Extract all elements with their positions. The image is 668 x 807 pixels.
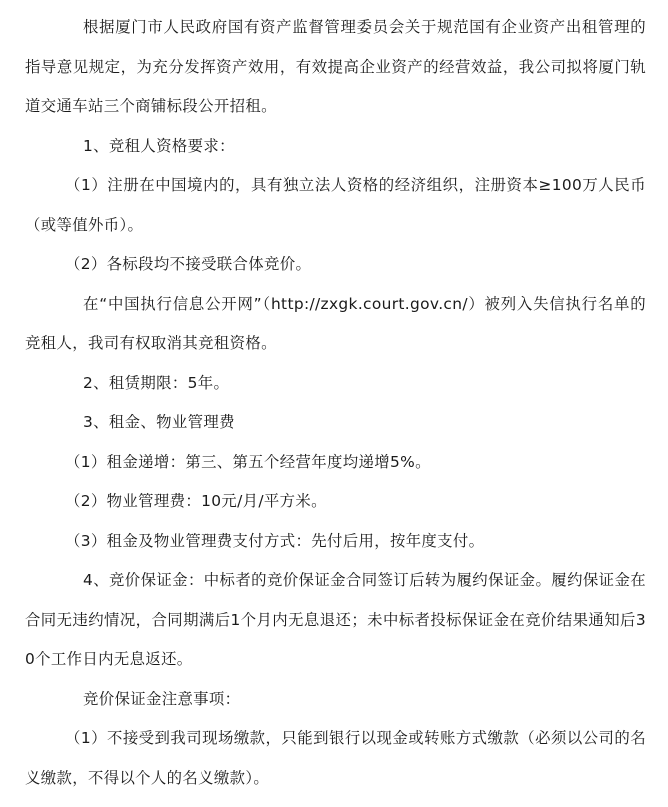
deposit-note-1: （1）不接受到我司现场缴款，只能到银行以现金或转账方式缴款（必须以公司的名义缴款，不得以个人的名义缴款）。 bbox=[25, 729, 646, 787]
section-3-item-1: （1）租金递增：第三、第五个经营年度均递增5%。 bbox=[65, 452, 431, 471]
section-1-item-1: （1）注册在中国境内的，具有独立法人资格的经济组织，注册资本≥100万人民币（或等值外币）。 bbox=[25, 176, 646, 234]
section-1-note: 在“中国执行信息公开网”（http://zxgk.court.gov.cn/）被列入失信执行名单的竞租人，我司有权取消其竞租资格。 bbox=[25, 294, 646, 352]
section-1-item-2: （2）各标段均不接受联合体竞价。 bbox=[65, 255, 312, 273]
intro-paragraph: 根据厦门市人民政府国有资产监督管理委员会关于规范国有企业资产出租管理的指导意见规定，为充分发挥资产效用，有效提高企业资产的经营效益，我公司拟将厦门轨道交通车站三个商铺标段公开招租。 bbox=[25, 18, 646, 115]
deposit-notes-heading: 竞价保证金注意事项： bbox=[83, 689, 241, 708]
section-3-item-3: （3）租金及物业管理费支付方式：先付后用，按年度支付。 bbox=[65, 531, 485, 550]
section-3-heading: 3、租金、物业管理费 bbox=[83, 413, 235, 431]
section-3-item-2: （2）物业管理费：10元/月/平方米。 bbox=[65, 492, 327, 510]
section-2-lease-term: 2、租赁期限：5年。 bbox=[83, 373, 230, 392]
section-1-heading: 1、竞租人资格要求： bbox=[83, 136, 235, 155]
section-4-deposit: 4、竞价保证金：中标者的竞价保证金合同签订后转为履约保证金。履约保证金在合同无违约情况，合同期满后1个月内无息退还；未中标者投标保证金在竞价结果通知后30个工作日内无息返还。 bbox=[25, 571, 646, 668]
